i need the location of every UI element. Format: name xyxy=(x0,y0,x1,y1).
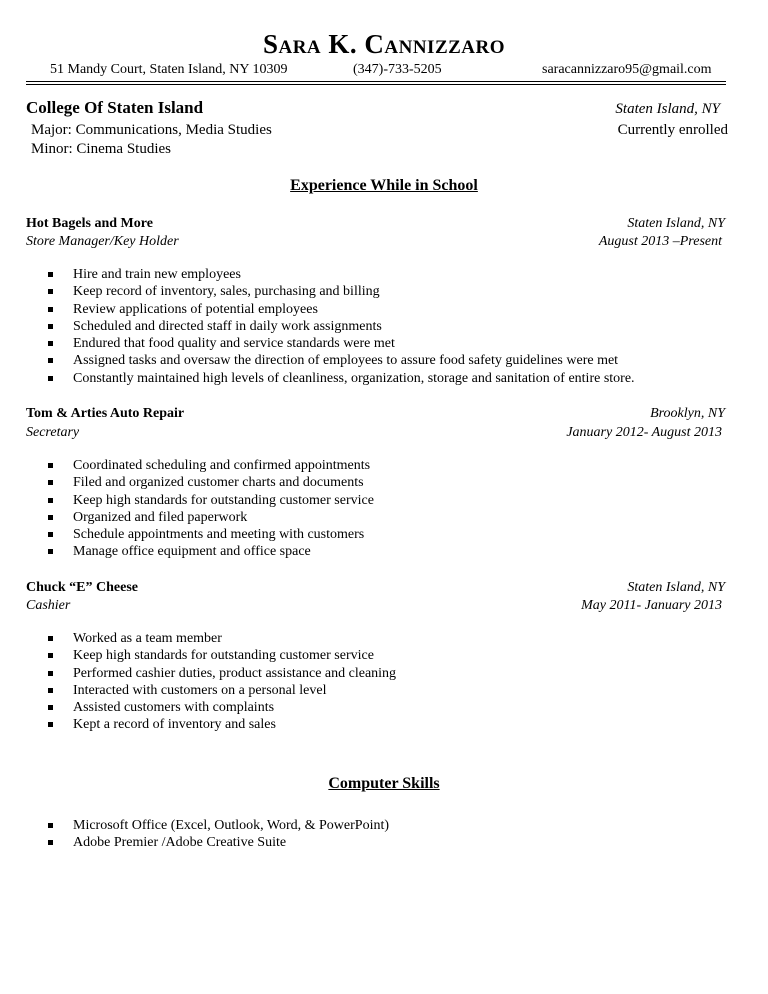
job-duties-list xyxy=(48,457,374,561)
bullet-square-icon xyxy=(48,498,53,503)
list-item xyxy=(48,474,374,491)
list-item xyxy=(48,543,374,560)
job-company: Tom & Arties Auto Repair xyxy=(26,406,185,421)
job-location: Staten Island, NY xyxy=(627,216,725,231)
education-status: Currently enrolled xyxy=(617,122,728,138)
header-divider-top xyxy=(26,81,726,82)
bullet-square-icon xyxy=(48,272,53,277)
duty-text: Manage office equipment and office space xyxy=(73,544,311,560)
job-title: Cashier xyxy=(26,598,71,613)
list-item xyxy=(48,647,396,664)
bullet-square-icon xyxy=(48,705,53,710)
list-item xyxy=(48,716,396,733)
list-item xyxy=(48,509,374,526)
list-item xyxy=(48,817,389,834)
job-title: Secretary xyxy=(26,425,80,440)
duty-text: Keep record of inventory, sales, purchasing and billing xyxy=(73,284,380,300)
bullet-square-icon xyxy=(48,636,53,641)
job-dates: May 2011- January 2013 xyxy=(581,598,722,613)
list-item xyxy=(48,301,635,318)
list-item xyxy=(48,457,374,474)
job-location: Brooklyn, NY xyxy=(650,406,725,421)
bullet-square-icon xyxy=(48,289,53,294)
duty-text: Worked as a team member xyxy=(73,631,222,646)
duty-text: Scheduled and directed staff in daily work assignments xyxy=(73,318,382,334)
job-duties-list xyxy=(48,266,635,387)
job-dates: January 2012- August 2013 xyxy=(566,425,722,440)
list-item xyxy=(48,630,396,647)
job-title: Store Manager/Key Holder xyxy=(26,234,179,249)
bullet-square-icon xyxy=(48,480,53,485)
skills-heading: Computer Skills xyxy=(328,775,440,792)
bullet-square-icon xyxy=(48,307,53,312)
duty-text: Assigned tasks and oversaw the direction of employees to assure food safety guidelines were met xyxy=(73,353,619,369)
education-location: Staten Island, NY xyxy=(615,101,720,117)
job-location: Staten Island, NY xyxy=(627,580,725,595)
list-item xyxy=(48,266,635,283)
list-item xyxy=(48,370,635,387)
bullet-square-icon xyxy=(48,840,53,845)
bullet-square-icon xyxy=(48,515,53,520)
bullet-square-icon xyxy=(48,688,53,693)
education-major: Major: Communications, Media Studies xyxy=(31,122,272,138)
duty-text: Interacted with customers on a personal level xyxy=(73,682,327,698)
duty-text: Endured that food quality and service standards were met xyxy=(73,336,395,352)
list-item xyxy=(48,682,396,699)
duty-text: Review applications of potential employees xyxy=(73,301,318,317)
list-item xyxy=(48,335,635,352)
list-item xyxy=(48,526,374,543)
header-divider-bottom xyxy=(26,84,726,85)
job-dates: August 2013 –Present xyxy=(598,234,722,249)
contact-phone: (347)-733-5205 xyxy=(353,62,442,77)
job-company: Hot Bagels and More xyxy=(26,216,153,231)
contact-email: saracannizzaro95@gmail.com xyxy=(542,62,712,77)
duty-text: Schedule appointments and meeting with customers xyxy=(73,527,365,543)
bullet-square-icon xyxy=(48,722,53,727)
job-duties-list xyxy=(48,630,396,734)
duty-text: Keep high standards for outstanding customer service xyxy=(73,648,374,664)
contact-address: 51 Mandy Court, Staten Island, NY 10309 xyxy=(50,62,288,77)
skill-text: Microsoft Office (Excel, Outlook, Word, & PowerPoint) xyxy=(73,818,390,833)
bullet-square-icon xyxy=(48,341,53,346)
list-item xyxy=(48,665,396,682)
list-item xyxy=(48,699,396,716)
list-item xyxy=(48,834,389,851)
bullet-square-icon xyxy=(48,532,53,537)
bullet-square-icon xyxy=(48,463,53,468)
bullet-square-icon xyxy=(48,358,53,363)
duty-text: Performed cashier duties, product assistance and cleaning xyxy=(73,665,397,681)
duty-text: Constantly maintained high levels of cleanliness, organization, storage and sanitation of entire store. xyxy=(73,370,635,386)
bullet-square-icon xyxy=(48,324,53,329)
list-item xyxy=(48,283,635,300)
duty-text: Organized and filed paperwork xyxy=(73,509,248,525)
duty-text: Hire and train new employees xyxy=(73,267,241,282)
list-item xyxy=(48,352,635,369)
duty-text: Filed and organized customer charts and documents xyxy=(73,475,364,491)
education-minor: Minor: Cinema Studies xyxy=(31,141,171,157)
bullet-square-icon xyxy=(48,671,53,676)
bullet-square-icon xyxy=(48,376,53,381)
job-company: Chuck “E” Cheese xyxy=(26,580,139,595)
skill-text: Adobe Premier /Adobe Creative Suite xyxy=(73,835,287,851)
bullet-square-icon xyxy=(48,823,53,828)
duty-text: Keep high standards for outstanding customer service xyxy=(73,492,374,508)
list-item xyxy=(48,318,635,335)
bullet-square-icon xyxy=(48,549,53,554)
education-school: College Of Staten Island xyxy=(26,98,204,117)
bullet-square-icon xyxy=(48,653,53,658)
list-item xyxy=(48,492,374,509)
resume-name: Sara K. Cannizzaro xyxy=(262,29,506,59)
duty-text: Kept a record of inventory and sales xyxy=(73,717,276,733)
skills-list xyxy=(48,817,389,852)
duty-text: Coordinated scheduling and confirmed appointments xyxy=(73,458,371,473)
experience-heading: Experience While in School xyxy=(290,177,478,194)
duty-text: Assisted customers with complaints xyxy=(73,700,275,716)
